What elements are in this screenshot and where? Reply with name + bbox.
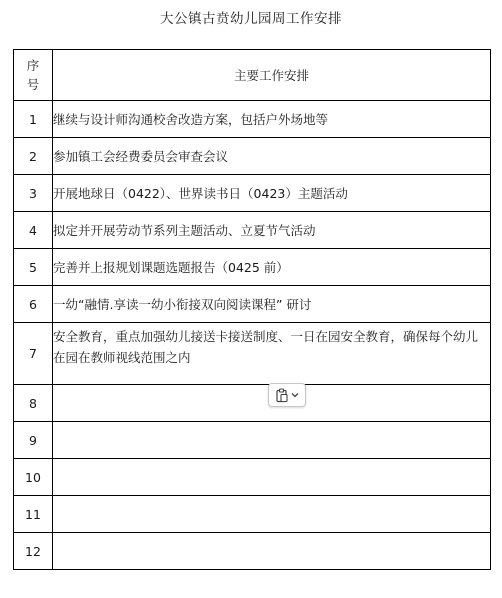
row-number: 11 (14, 496, 53, 533)
table-row (14, 175, 491, 212)
header-task-cell: 主要工作安排 (53, 50, 491, 101)
header-number-line2: 号 (26, 77, 40, 92)
table-row (14, 212, 491, 249)
row-number: 1 (14, 101, 53, 138)
row-task[interactable]: 安全教育，重点加强幼儿接送卡接送制度、一日在园安全教育，确保每个幼儿在园在教师视线范围之内 (53, 323, 491, 385)
row-number: 5 (14, 249, 53, 286)
row-task[interactable]: 参加镇工会经费委员会审查会议 (53, 138, 491, 175)
row-number: 8 (14, 385, 53, 422)
header-number-line1: 序 (26, 58, 40, 73)
table-header-row (14, 50, 491, 101)
row-number: 2 (14, 138, 53, 175)
table-row (14, 286, 491, 323)
clipboard-icon (275, 388, 289, 403)
table-row (14, 496, 491, 533)
row-number: 3 (14, 175, 53, 212)
row-number: 9 (14, 422, 53, 459)
table-row (14, 533, 491, 570)
row-task[interactable] (53, 496, 491, 533)
table-row (14, 422, 491, 459)
row-task[interactable] (53, 422, 491, 459)
table-row (14, 249, 491, 286)
row-number: 7 (14, 323, 53, 385)
document-title: 大公镇古贲幼儿园周工作安排 (160, 11, 342, 27)
row-number: 6 (14, 286, 53, 323)
table-row (14, 323, 491, 385)
row-task[interactable]: 继续与设计师沟通校舍改造方案，包括户外场地等 (53, 101, 491, 138)
row-task[interactable]: 完善并上报规划课题选题报告（0425 前） (53, 249, 491, 286)
row-number: 10 (14, 459, 53, 496)
row-task[interactable]: 开展地球日（0422）、世界读书日（0423）主题活动 (53, 175, 491, 212)
row-task[interactable] (53, 533, 491, 570)
header-number-cell (14, 50, 53, 101)
paste-options-button[interactable] (268, 383, 306, 407)
table-row (14, 459, 491, 496)
table-row (14, 138, 491, 175)
row-task[interactable] (53, 459, 491, 496)
row-number: 4 (14, 212, 53, 249)
row-task[interactable]: 拟定并开展劳动节系列主题活动、立夏节气活动 (53, 212, 491, 249)
work-schedule-table (13, 49, 491, 570)
table-row (14, 385, 491, 422)
table-row (14, 101, 491, 138)
chevron-down-icon (291, 392, 299, 398)
row-task[interactable]: 一幼“融情.享读一幼小衔接双向阅读课程” 研讨 (53, 286, 491, 323)
row-number: 12 (14, 533, 53, 570)
